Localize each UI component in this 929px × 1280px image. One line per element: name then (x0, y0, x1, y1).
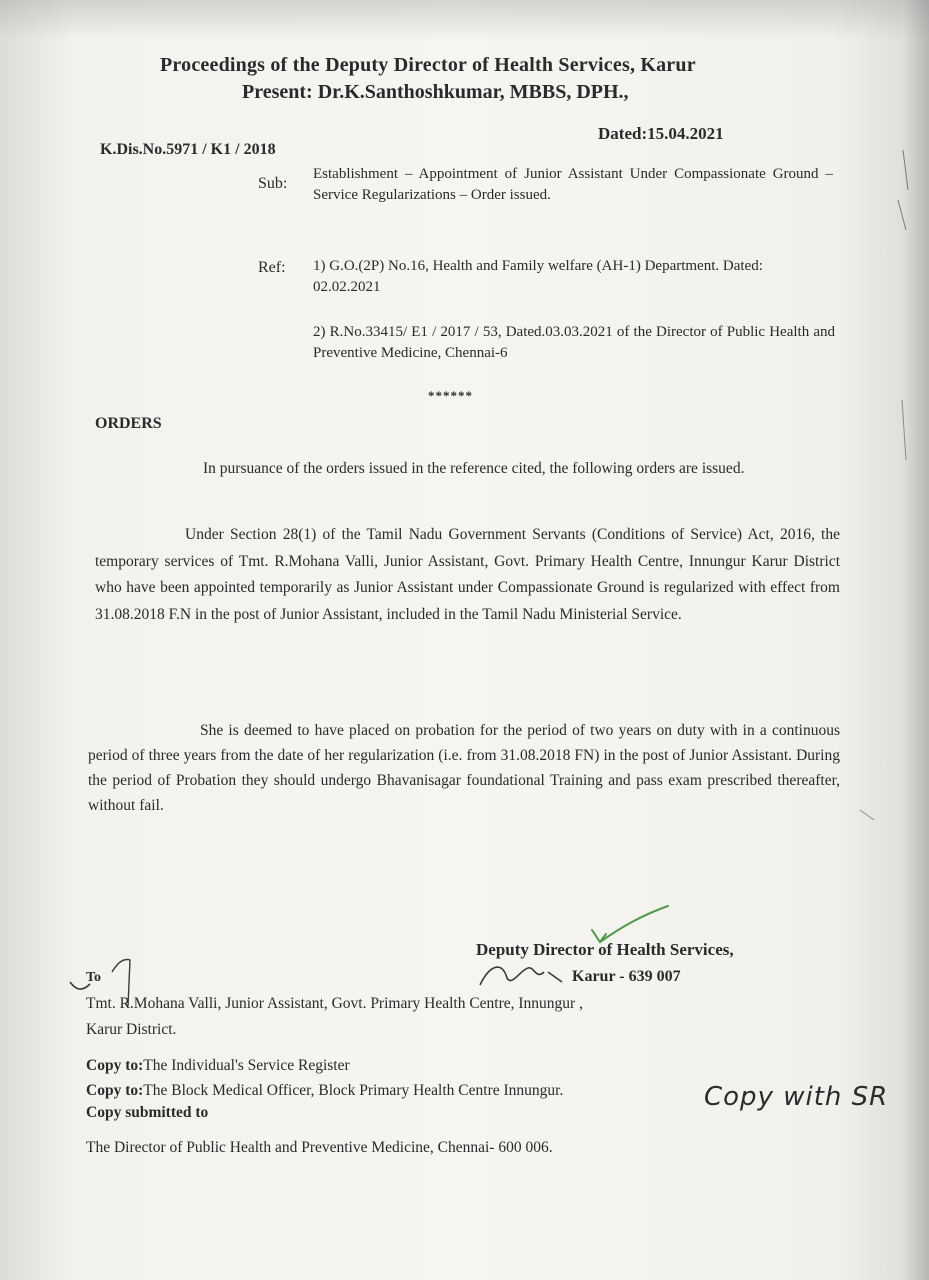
signatory-place: Karur - 639 007 (572, 968, 681, 985)
handwritten-note: Copy with SR (704, 1082, 889, 1112)
copy-to-2-label: Copy to: (86, 1082, 144, 1099)
copy-submitted-text: The Director of Public Health and Preventive Medicine, Chennai- 600 006. (86, 1139, 553, 1156)
recipient-line-2: Karur District. (86, 1021, 177, 1038)
copy-to-1-text: The Individual's Service Register (143, 1057, 350, 1074)
reference-1: 1) G.O.(2P) No.16, Health and Family welfare (AH-1) Department. Dated: 02.02.2021 (313, 258, 763, 295)
initials-signature-icon (480, 967, 544, 985)
orders-heading: ORDERS (95, 415, 162, 432)
date: Dated:15.04.2021 (598, 124, 724, 143)
separator: ****** (428, 388, 473, 403)
copy-to-1-label: Copy to: (86, 1057, 144, 1074)
reference-label: Ref: (258, 259, 286, 276)
copy-to-2-text: The Block Medical Officer, Block Primary Health Centre Innungur. (143, 1082, 564, 1099)
reference-2: 2) R.No.33415/ E1 / 2017 / 53, Dated.03.03.2021 of the Director of Public Health and Preventive Medicine, Chennai-6 (313, 324, 835, 361)
header-title: Proceedings of the Deputy Director of Health Services, Karur (160, 54, 696, 76)
green-tick-icon (592, 906, 668, 942)
copy-submitted-label: Copy submitted to (86, 1104, 209, 1121)
header-present: Present: Dr.K.Santhoshkumar, MBBS, DPH., (242, 81, 629, 103)
margin-line-icon (902, 400, 906, 460)
margin-scribble-icon (898, 150, 908, 230)
reference-number: K.Dis.No.5971 / K1 / 2018 (100, 141, 276, 158)
margin-stroke-icon (112, 960, 130, 1007)
signatory-title: Deputy Director of Health Services, (476, 940, 734, 959)
subject-label: Sub: (258, 175, 288, 192)
to-label: To (86, 970, 102, 985)
paragraph-1: In pursuance of the orders issued in the reference cited, the following orders are issued. (203, 460, 745, 477)
to-check-icon (70, 982, 90, 989)
signature-stroke-icon (548, 972, 562, 982)
recipient-line-1: Tmt. R.Mohana Valli, Junior Assistant, Govt. Primary Health Centre, Innungur , (86, 995, 583, 1012)
subject-text: Establishment – Appointment of Junior Assistant Under Compassionate Ground – Service Regularizations – Order issued. (313, 166, 833, 203)
paragraph-2: Under Section 28(1) of the Tamil Nadu Government Servants (Conditions of Service) Act, 2016, the temporary services of Tmt. R.Mohana Valli, Junior Assistant, Govt. Primary Health Centre, Innungur Karur District who have been appointed temporarily as Junior Assistant under Compassionate Ground is regularized with effect from 31.08.2018 F.N in the post of Junior Assistant, included in the Tamil Nadu Ministerial Service. (95, 526, 840, 623)
margin-tick-icon (860, 810, 874, 820)
paragraph-3: She is deemed to have placed on probation for the period of two years on duty with in a continuous period of three years from the date of her regularization (i.e. from 31.08.2018 FN) in the post of Junior Assistant. During the period of Probation they should undergo Bhavanisagar foundational Training and pass exam prescribed thereafter, without fail. (88, 722, 840, 814)
